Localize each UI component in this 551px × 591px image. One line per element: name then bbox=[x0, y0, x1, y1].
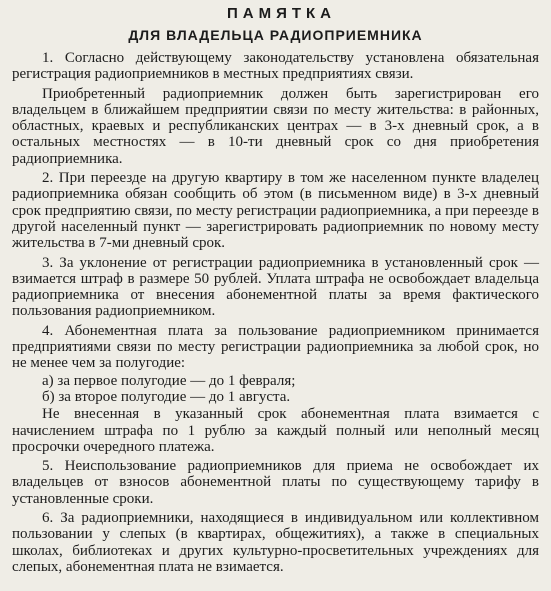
paragraph-1: 1. Согласно действующему законодательству установлена обязательная регистрация радиоприемников в местных предприятиях связи. bbox=[12, 50, 539, 83]
paragraph-3: 3. За уклонение от регистрации радиоприемника в установленный срок — взимается штраф в размере 50 рублей. Уплата штрафа не освобождает владельца радиоприемника от внесения абонементной платы за время фактического пользования радиоприемником. bbox=[12, 254, 539, 320]
list-item: а) за первое полугодие — до 1 февраля; bbox=[42, 372, 296, 389]
paragraph-4: 4. Абонементная плата за пользование радиоприемником принимается предприятиями связи по месту регистрации радиоприемника за любой срок, но не менее чем за полугодие: bbox=[12, 322, 539, 372]
paragraph-5: 5. Неиспользование радиоприемников для приема не освобождает их владельцев от взносов абонементной платы по существующему тарифу в установленные сроки. bbox=[12, 458, 539, 507]
document-subtitle: ДЛЯ ВЛАДЕЛЬЦА РАДИОПРИЕМНИКА bbox=[128, 27, 423, 43]
paragraph-2: 2. При переезде на другую квартиру в том же населенном пункте владелец радиоприемника обязан сообщить об этом (в письменном виде) в 3-х дневный срок предприятию связи, по месту регистрации радиоприемника, а при переезде в другой населенный пункт — зарегистрировать радиоприемник по новому месту жительства в 7-ми дневный срок. bbox=[12, 170, 539, 252]
paragraph-penalty: Не внесенная в указанный срок абонементная плата взимается с начислением штрафа по 1 рублю за каждый полный или неполный месяц просрочки очередного платежа. bbox=[12, 406, 539, 455]
payment-deadlines-list bbox=[12, 373, 539, 406]
list-item: б) за второе полугодие — до 1 августа. bbox=[42, 388, 291, 405]
paragraph-registration: Приобретенный радиоприемник должен быть зарегистрирован его владельцем в ближайшем предприятии связи по месту жительства: в районных, областных, краевых и республиканских центрах — в 3-х дневный срок, а в остальных местностях — в 10-ти дневный срок со дня приобретения радиоприемника. bbox=[12, 85, 539, 167]
paragraph-6: 6. За радиоприемники, находящиеся в индивидуальном или коллективном пользовании у слепых (в квартирах, общежитиях), а также в специальных школах, библиотеках и других культурно-просветительных учреждениях для слепых, абонементная плата не взимается. bbox=[12, 510, 539, 575]
document-title: ПАМЯТКА bbox=[226, 5, 337, 22]
